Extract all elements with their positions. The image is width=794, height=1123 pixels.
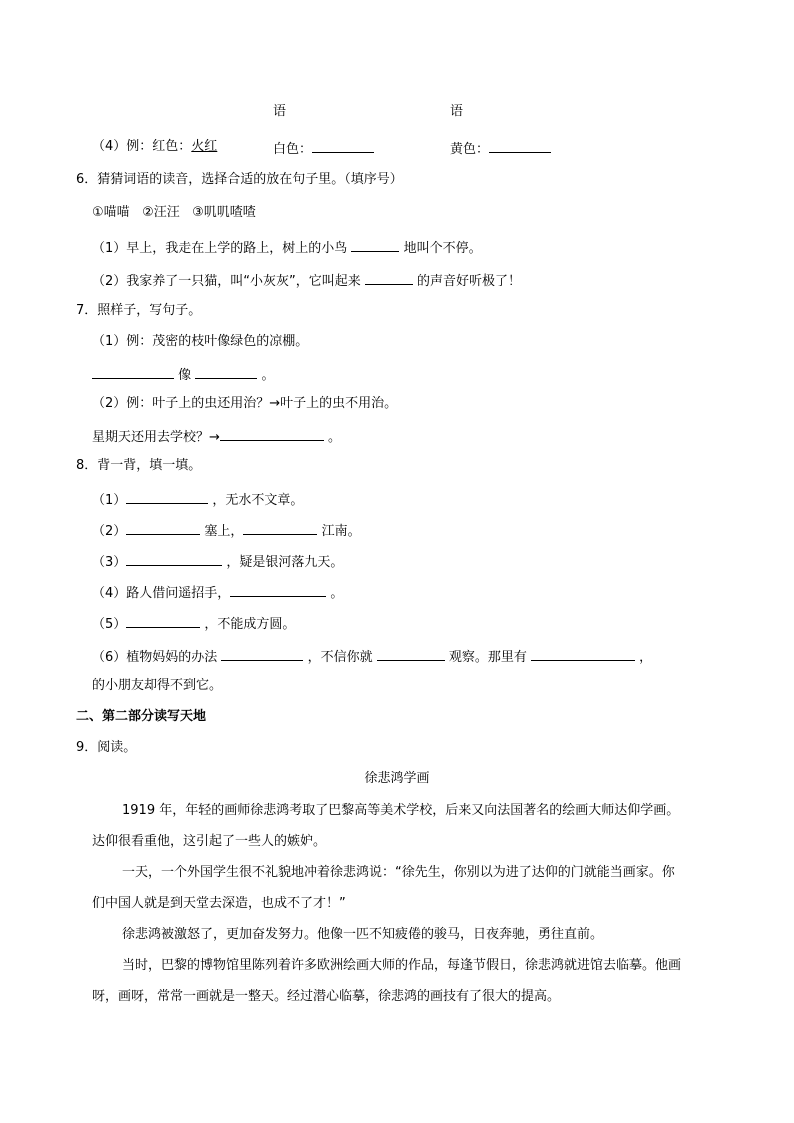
- yellow-label: 黄色：: [450, 142, 490, 157]
- q7-example-1: （1）例：茂密的枝叶像绿色的凉棚。: [92, 334, 309, 349]
- q6-option-1: ①喵喵: [92, 205, 130, 220]
- top-fragment-1: 语: [273, 104, 287, 119]
- q8-l1-text: ，无水不文章。: [212, 493, 304, 508]
- q8-l5-text: ，不能成方圆。: [204, 617, 296, 632]
- top-fragment-2: 语: [450, 104, 464, 119]
- passage-p2-line1: 一天，一个外国学生很不礼貌地冲着徐悲鸿说：“徐先生，你别以为进了达仰的门就能当画家。你: [122, 865, 675, 880]
- q8-line-6-cont: 的小朋友却得不到它。: [92, 678, 223, 693]
- passage-p4-line2: 呀，画呀，常常一画就是一整天。经过潜心临摹，徐悲鸿的画技有了很大的提高。: [92, 989, 561, 1004]
- answer-blank[interactable]: [377, 646, 445, 661]
- white-label: 白色：: [273, 142, 313, 157]
- answer-blank[interactable]: [312, 138, 374, 153]
- answer-blank[interactable]: [220, 426, 324, 441]
- passage-p4-line1: 当时，巴黎的博物馆里陈列着许多欧洲绘画大师的作品，每逢节假日，徐悲鸿就进馆去临摹。他画: [122, 958, 682, 973]
- q6-sentence-2: [92, 270, 521, 291]
- q7-xiang: 像: [178, 368, 192, 383]
- answer-blank[interactable]: [230, 582, 326, 597]
- passage-p1-line2: 达仰很看重他，这引起了一些人的嫉妒。: [92, 834, 327, 849]
- answer-blank[interactable]: [351, 237, 399, 252]
- section-2-heading: 二、第二部分读写天地: [76, 709, 207, 724]
- passage-p2-line2: 们中国人就是到天堂去深造，也成不了才！”: [92, 896, 346, 911]
- q5-4-example: 火红: [191, 139, 218, 154]
- q5-4-white: [273, 138, 374, 159]
- q8-line-1: [92, 489, 303, 510]
- q8-line-3: [92, 551, 343, 572]
- q8-l3-text: ，疑是银河落九天。: [226, 555, 344, 570]
- answer-blank[interactable]: [92, 364, 174, 379]
- q7-example-2: （2）例：叶子上的虫还用治？→叶子上的虫不用治。: [92, 396, 398, 411]
- q6-s1-text: （1）早上，我走在上学的路上，树上的小鸟: [92, 241, 348, 256]
- q6-option-3: ③叽叽喳喳: [192, 205, 256, 220]
- answer-blank[interactable]: [243, 520, 317, 535]
- q7-stem: 7．照样子，写句子。: [76, 303, 202, 318]
- q7-question-2: 星期天还用去学校？→: [92, 430, 220, 445]
- q8-l3-num: （3）: [92, 555, 127, 570]
- q5-4-label: （4）例：红色：: [92, 139, 192, 154]
- answer-blank[interactable]: [365, 270, 413, 285]
- q8-l4-text: （4）路人借问遥招手，: [92, 586, 231, 601]
- q6-s2-tail: 的声音好听极了！: [417, 274, 522, 289]
- q8-l6-mid: ，不信你就: [307, 650, 373, 665]
- q8-l5-num: （5）: [92, 617, 127, 632]
- passage-p3: 徐悲鸿被激怒了，更加奋发努力。他像一匹不知疲倦的骏马，日夜奔驰，勇往直前。: [122, 927, 604, 942]
- q6-stem: 6．猜猜词语的读音，选择合适的放在句子里。（填序号）: [76, 172, 403, 187]
- q8-l2-tail: 江南。: [321, 524, 361, 539]
- answer-blank[interactable]: [126, 520, 200, 535]
- q6-sentence-1: [92, 237, 482, 258]
- q7-answer-2: [92, 426, 341, 447]
- passage-title: 徐悲鸿学画: [364, 771, 430, 786]
- q8-l6-mid2: 观察。那里有: [448, 650, 527, 665]
- answer-blank[interactable]: [531, 646, 635, 661]
- answer-blank[interactable]: [126, 613, 200, 628]
- answer-blank[interactable]: [126, 489, 208, 504]
- q7-period: 。: [261, 368, 275, 383]
- q5-4-line: [92, 138, 217, 156]
- q5-4-yellow: [450, 138, 551, 159]
- q8-l1-num: （1）: [92, 493, 127, 508]
- q8-l6-text: （6）植物妈妈的办法: [92, 650, 218, 665]
- q8-l2-num: （2）: [92, 524, 127, 539]
- q8-line-2: [92, 520, 361, 541]
- answer-blank[interactable]: [221, 646, 303, 661]
- q6-options: [92, 204, 256, 222]
- q7-answer-1: [92, 364, 274, 385]
- q8-line-4: [92, 582, 343, 603]
- passage-p1-line1: 1919 年，年轻的画师徐悲鸿考取了巴黎高等美术学校，后来又向法国著名的绘画大师达仰学画。: [122, 803, 680, 818]
- answer-blank[interactable]: [126, 551, 222, 566]
- q6-option-2: ②汪汪: [142, 205, 180, 220]
- q6-s1-tail: 地叫个不停。: [403, 241, 482, 256]
- q7-period-2: 。: [328, 430, 342, 445]
- q8-l6-comma: ，: [639, 650, 653, 665]
- q8-l4-tail: 。: [330, 586, 344, 601]
- q6-s2-text: （2）我家养了一只猫，叫“小灰灰”，它叫起来: [92, 274, 361, 289]
- q8-l2-text: 塞上，: [204, 524, 244, 539]
- q8-line-6: [92, 646, 652, 667]
- q8-line-5: [92, 613, 295, 634]
- q8-stem: 8．背一背，填一填。: [76, 458, 202, 473]
- q9-stem: 9．阅读。: [76, 740, 137, 755]
- answer-blank[interactable]: [195, 364, 257, 379]
- answer-blank[interactable]: [489, 138, 551, 153]
